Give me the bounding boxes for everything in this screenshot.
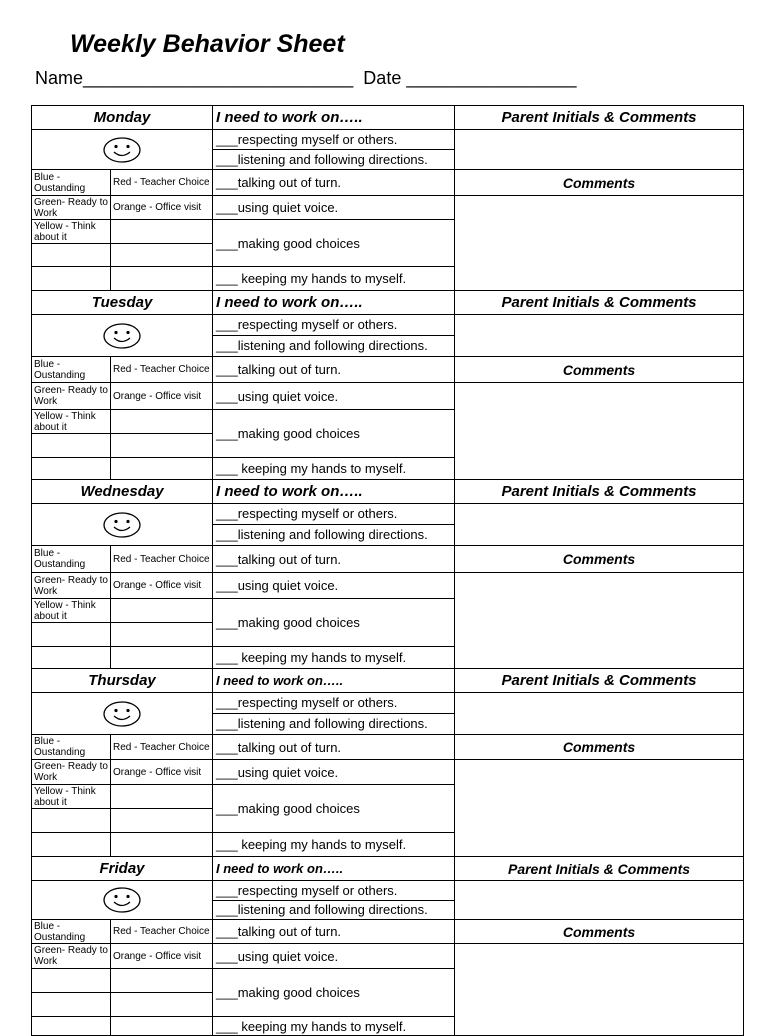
item-respecting[interactable]: ___respecting myself or others. xyxy=(213,504,454,525)
item-talking[interactable]: ___talking out of turn. xyxy=(213,735,455,760)
parent-initials-cell[interactable] xyxy=(455,504,744,546)
need-heading: I need to work on….. xyxy=(213,480,455,504)
empty-cell xyxy=(32,809,111,833)
item-hands[interactable]: ___ keeping my hands to myself. xyxy=(213,267,455,291)
green-label: Green- Ready to Work xyxy=(32,573,111,599)
item-quiet-voice[interactable]: ___using quiet voice. xyxy=(213,573,455,599)
item-quiet-voice[interactable]: ___using quiet voice. xyxy=(213,383,455,410)
comments-label: Comments xyxy=(455,357,744,383)
item-hands[interactable]: ___ keeping my hands to myself. xyxy=(213,647,455,669)
item-listening[interactable]: ___listening and following directions. xyxy=(216,338,428,353)
orange-label: Orange - Office visit xyxy=(111,383,213,410)
item-listening[interactable]: ___listening and following directions. xyxy=(216,152,428,167)
item-good-choices[interactable]: ___making good choices xyxy=(213,785,455,833)
color-row xyxy=(32,170,744,196)
empty-cell xyxy=(32,244,111,267)
smiley-face-icon xyxy=(102,886,142,914)
need-heading: I need to work on….. xyxy=(213,291,455,315)
color-row xyxy=(32,196,744,220)
parent-initials-cell[interactable] xyxy=(455,315,744,357)
day-header-row xyxy=(32,857,744,881)
blue-label: Blue - Oustanding xyxy=(32,170,111,196)
day-name: Monday xyxy=(32,106,213,130)
color-row xyxy=(32,546,744,573)
items-cell xyxy=(213,315,455,357)
comments-area[interactable] xyxy=(455,760,744,857)
item-listening[interactable]: ___listening and following directions. xyxy=(216,527,428,542)
smiley-face-icon xyxy=(102,322,142,350)
blue-label: Blue - Oustanding xyxy=(32,920,111,944)
item-hands[interactable]: ___ keeping my hands to myself. xyxy=(213,833,455,857)
empty-cell xyxy=(111,434,213,458)
item-quiet-voice[interactable]: ___using quiet voice. xyxy=(213,944,455,969)
items-cell xyxy=(213,130,455,170)
empty-cell xyxy=(111,410,213,434)
item-listening[interactable]: ___listening and following directions. xyxy=(216,716,428,731)
comments-label: Comments xyxy=(455,546,744,573)
empty-cell xyxy=(111,969,213,993)
empty-cell xyxy=(111,458,213,480)
empty-cell xyxy=(111,623,213,647)
day-name: Friday xyxy=(32,857,213,881)
item-quiet-voice[interactable]: ___using quiet voice. xyxy=(213,760,455,785)
smiley-cell xyxy=(32,881,213,920)
smiley-cell xyxy=(32,504,213,546)
comments-label: Comments xyxy=(455,920,744,944)
yellow-label: Yellow - Think about it xyxy=(32,220,111,244)
parent-heading: Parent Initials & Comments xyxy=(455,857,744,881)
parent-heading: Parent Initials & Comments xyxy=(455,106,744,130)
orange-label: Orange - Office visit xyxy=(111,944,213,969)
green-label: Green- Ready to Work xyxy=(32,383,111,410)
empty-cell xyxy=(32,267,111,291)
empty-cell xyxy=(32,647,111,669)
item-respecting[interactable]: ___respecting myself or others. xyxy=(213,881,454,901)
color-row xyxy=(32,735,744,760)
need-heading: I need to work on….. xyxy=(213,857,455,881)
color-row xyxy=(32,920,744,944)
item-good-choices[interactable]: ___making good choices xyxy=(213,969,455,1017)
empty-cell xyxy=(32,1017,111,1036)
smiley-cell xyxy=(32,693,213,735)
green-label: Green- Ready to Work xyxy=(32,196,111,220)
parent-initials-cell[interactable] xyxy=(455,130,744,170)
item-talking[interactable]: ___talking out of turn. xyxy=(213,546,455,573)
smiley-cell xyxy=(32,130,213,170)
smiley-row xyxy=(32,693,744,735)
empty-cell xyxy=(32,458,111,480)
green-label: Green- Ready to Work xyxy=(32,944,111,969)
parent-initials-cell[interactable] xyxy=(455,881,744,920)
items-cell xyxy=(213,504,455,546)
item-talking[interactable]: ___talking out of turn. xyxy=(213,357,455,383)
comments-label: Comments xyxy=(455,735,744,760)
orange-label: Orange - Office visit xyxy=(111,573,213,599)
day-name: Tuesday xyxy=(32,291,213,315)
blue-label: Blue - Oustanding xyxy=(32,735,111,760)
empty-cell xyxy=(111,1017,213,1036)
day-name: Thursday xyxy=(32,669,213,693)
page-title: Weekly Behavior Sheet xyxy=(70,30,345,58)
smiley-row xyxy=(32,315,744,357)
blue-label: Blue - Oustanding xyxy=(32,357,111,383)
comments-area[interactable] xyxy=(455,196,744,291)
orange-label: Orange - Office visit xyxy=(111,760,213,785)
need-heading: I need to work on….. xyxy=(213,106,455,130)
behavior-table xyxy=(31,105,744,1036)
empty-cell xyxy=(111,993,213,1017)
day-header-row xyxy=(32,669,744,693)
empty-cell xyxy=(32,623,111,647)
green-label: Green- Ready to Work xyxy=(32,760,111,785)
item-hands[interactable]: ___ keeping my hands to myself. xyxy=(213,1017,455,1036)
empty-cell xyxy=(32,833,111,857)
orange-label: Orange - Office visit xyxy=(111,196,213,220)
color-row xyxy=(32,944,744,969)
empty-cell xyxy=(111,833,213,857)
item-quiet-voice[interactable]: ___using quiet voice. xyxy=(213,196,455,220)
red-label: Red - Teacher Choice xyxy=(111,357,213,383)
need-heading: I need to work on….. xyxy=(213,669,455,693)
comments-label: Comments xyxy=(455,170,744,196)
item-good-choices[interactable]: ___making good choices xyxy=(213,220,455,267)
yellow-label: Yellow - Think about it xyxy=(32,410,111,434)
red-label: Red - Teacher Choice xyxy=(111,170,213,196)
red-label: Red - Teacher Choice xyxy=(111,546,213,573)
yellow-label: Yellow - Think about it xyxy=(32,599,111,623)
smiley-face-icon xyxy=(102,700,142,728)
item-talking[interactable]: ___talking out of turn. xyxy=(213,920,455,944)
smiley-face-icon xyxy=(102,511,142,539)
color-row xyxy=(32,573,744,599)
blue-label: Blue - Oustanding xyxy=(32,546,111,573)
empty-cell xyxy=(111,785,213,809)
smiley-row xyxy=(32,504,744,546)
item-talking[interactable]: ___talking out of turn. xyxy=(213,170,455,196)
parent-heading: Parent Initials & Comments xyxy=(455,669,744,693)
comments-area[interactable] xyxy=(455,383,744,480)
color-row xyxy=(32,357,744,383)
name-date-line[interactable]: Name___________________________ Date _________________ xyxy=(35,68,577,88)
item-good-choices[interactable]: ___making good choices xyxy=(213,599,455,647)
item-respecting[interactable]: ___respecting myself or others. xyxy=(213,693,454,714)
color-row xyxy=(32,383,744,410)
item-good-choices[interactable]: ___making good choices xyxy=(213,410,455,458)
day-header-row xyxy=(32,106,744,130)
day-name: Wednesday xyxy=(32,480,213,504)
empty-cell xyxy=(32,993,111,1017)
item-hands[interactable]: ___ keeping my hands to myself. xyxy=(213,458,455,480)
items-cell xyxy=(213,881,455,920)
comments-area[interactable] xyxy=(455,944,744,1036)
parent-initials-cell[interactable] xyxy=(455,693,744,735)
red-label: Red - Teacher Choice xyxy=(111,735,213,760)
smiley-face-icon xyxy=(102,136,142,164)
empty-cell xyxy=(32,969,111,993)
day-header-row xyxy=(32,291,744,315)
yellow-label: Yellow - Think about it xyxy=(32,785,111,809)
item-respecting[interactable]: ___respecting myself or others. xyxy=(213,315,454,336)
color-row xyxy=(32,760,744,785)
empty-cell xyxy=(111,220,213,244)
parent-heading: Parent Initials & Comments xyxy=(455,480,744,504)
item-listening[interactable]: ___listening and following directions. xyxy=(216,902,428,917)
empty-cell xyxy=(111,244,213,267)
smiley-row xyxy=(32,881,744,920)
empty-cell xyxy=(111,809,213,833)
empty-cell xyxy=(111,267,213,291)
items-cell xyxy=(213,693,455,735)
item-respecting[interactable]: ___respecting myself or others. xyxy=(213,130,454,150)
comments-area[interactable] xyxy=(455,573,744,669)
empty-cell xyxy=(111,599,213,623)
empty-cell xyxy=(32,434,111,458)
empty-cell xyxy=(111,647,213,669)
day-header-row xyxy=(32,480,744,504)
smiley-row xyxy=(32,130,744,170)
smiley-cell xyxy=(32,315,213,357)
red-label: Red - Teacher Choice xyxy=(111,920,213,944)
parent-heading: Parent Initials & Comments xyxy=(455,291,744,315)
